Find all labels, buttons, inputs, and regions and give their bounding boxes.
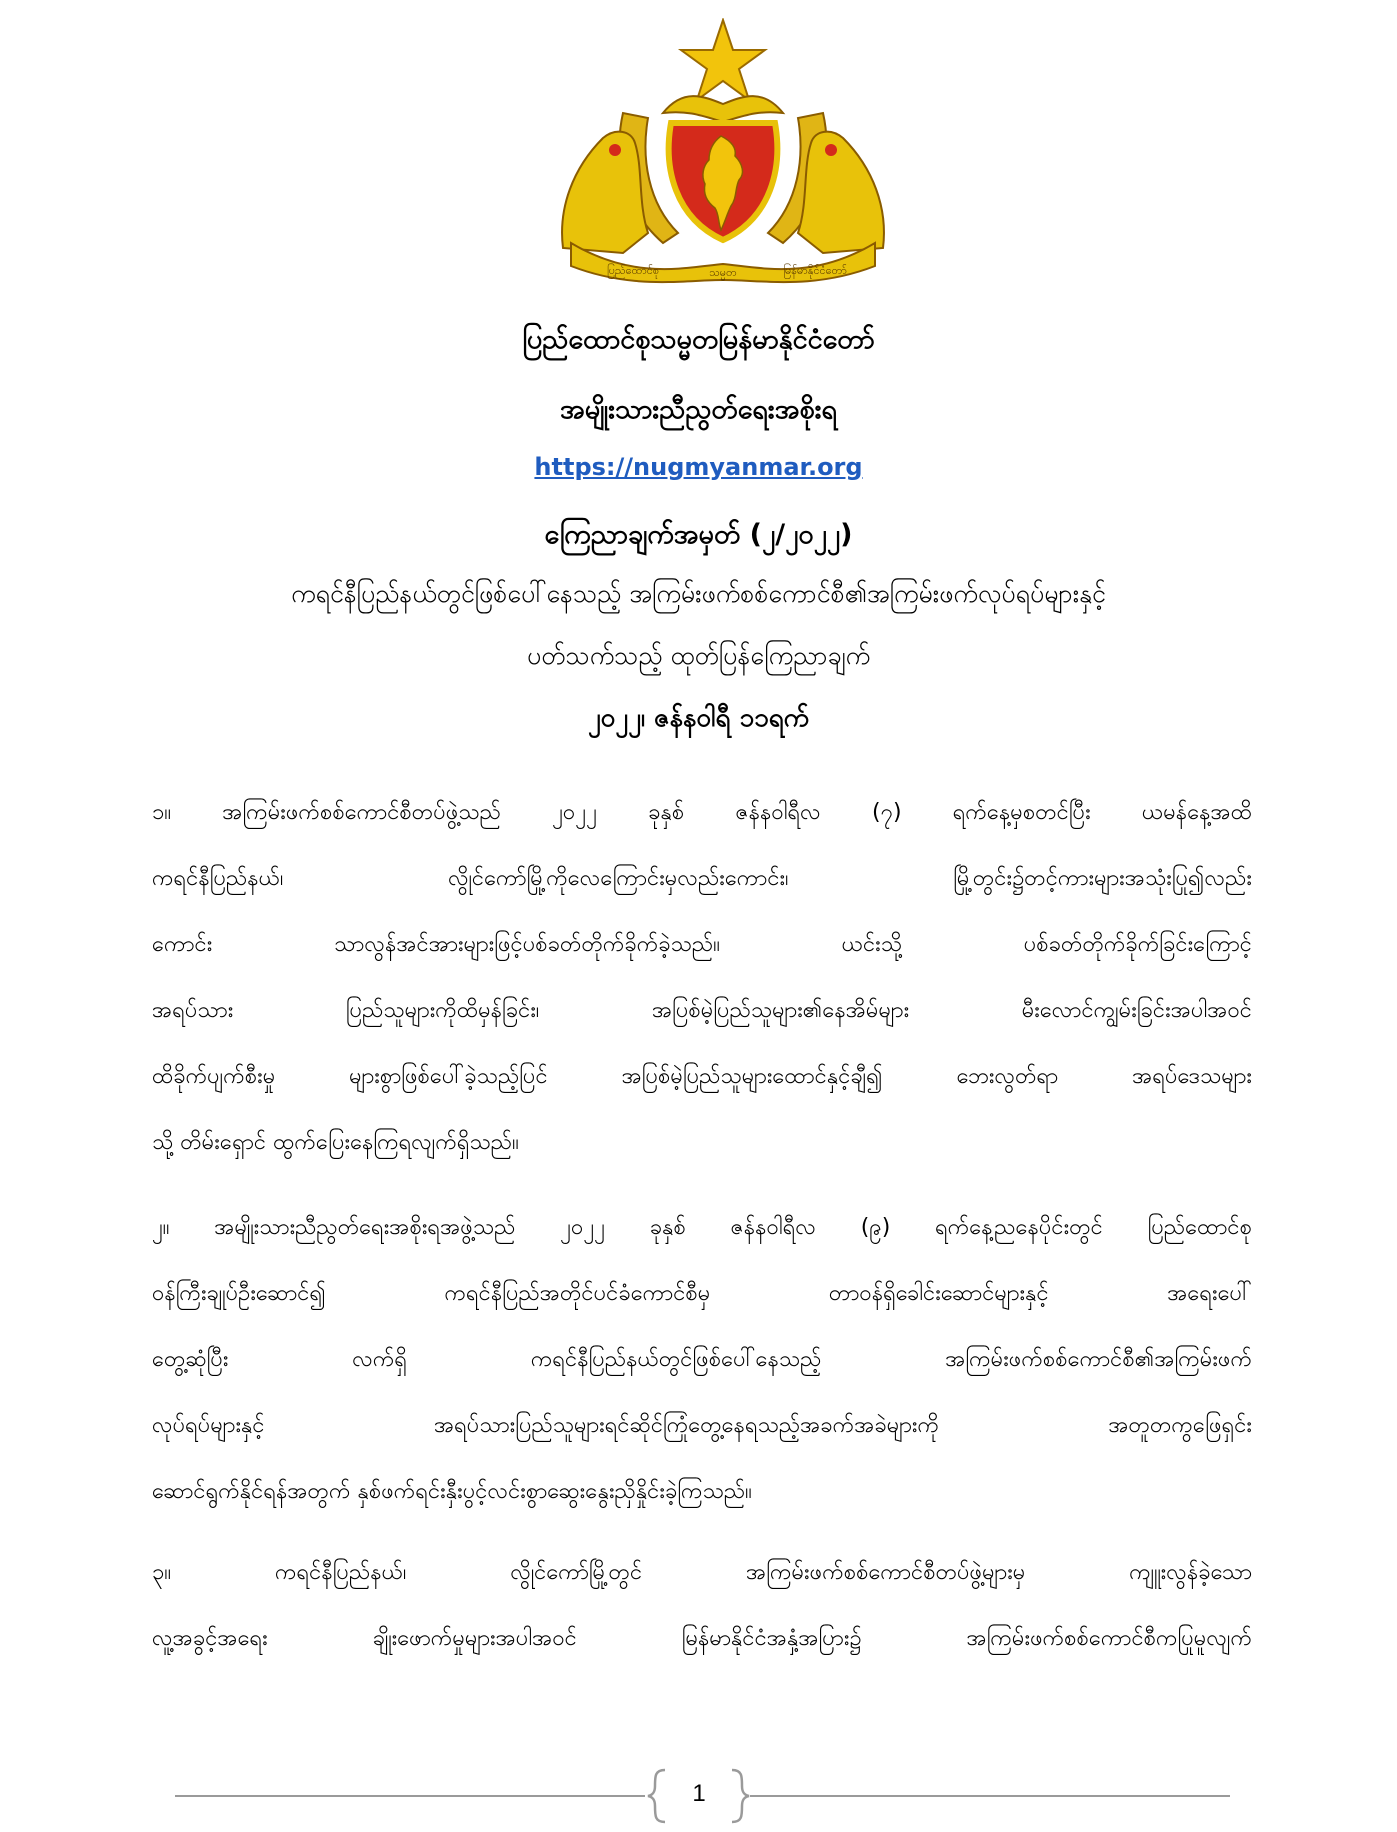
footer-rule-right (750, 1795, 1230, 1797)
page-number: 1 (692, 1780, 706, 1807)
right-brace-icon (728, 1768, 752, 1824)
footer-rule-left (175, 1795, 645, 1797)
paragraph-2 (152, 1195, 1252, 1525)
subject-line-1: ကရင်နီပြည်နယ်တွင်ဖြစ်ပေါ်နေသည့် အကြမ်းဖက်စစ်ကောင်စီ၏အကြမ်းဖက်လုပ်ရပ်များနှင့် (291, 579, 1106, 608)
paragraph-3 (152, 1540, 1252, 1672)
website-link[interactable]: https://nugmyanmar.org (534, 453, 863, 481)
paragraph-line: ထိခိုက်ပျက်စီးမှု များစွာဖြစ်ပေါ်ခဲ့သည့်ပြင် အပြစ်မဲ့ပြည်သူများထောင်နှင့်ချီ၍ ဘေးလွတ်ရာ အရပ်ဒေသများ (152, 1064, 1252, 1089)
emblem-star-icon (681, 20, 765, 100)
left-brace-icon (645, 1768, 669, 1824)
paragraph-line: ၃။ ကရင်နီပြည်နယ်၊ လွိုင်ကော်မြို့တွင် အကြမ်းဖက်စစ်ကောင်စီတပ်ဖွဲ့များမှ ကျူးလွန်ခဲ့သော (152, 1560, 1252, 1585)
government-title: ပြည်ထောင်စုသမ္မတမြန်မာနိုင်ငံတော် (522, 324, 875, 355)
paragraph-line: သို့ တိမ်းရှောင် ထွက်ပြေးနေကြရလျက်ရှိသည်။ (152, 1130, 519, 1155)
paragraph-line: အရပ်သား ပြည်သူများကိုထိမှန်ခြင်း၊ အပြစ်မဲ့ပြည်သူများ၏နေအိမ်များ မီးလောင်ကျွမ်းခြင်းအပါအဝင် (152, 998, 1252, 1023)
paragraph-line: ဆောင်ရွက်နိုင်ရန်အတွက် နှစ်ဖက်ရင်းနှီးပွင့်လင်းစွာဆွေးနွေးညှိနှိုင်းခဲ့ကြသည်။ (152, 1479, 752, 1504)
emblem-banner-left-text: ပြည်ထောင်စု (606, 264, 660, 277)
paragraph-line: လုပ်ရပ်များနှင့် အရပ်သားပြည်သူများရင်ဆိုင်ကြုံတွေ့နေရသည့်အခက်အခဲများကို အတူတကွဖြေရှင်း (152, 1413, 1252, 1438)
subject-line-2: ပတ်သက်သည့် ထုတ်ပြန်ကြေညာချက် (526, 641, 871, 670)
ministry-title: အမျိုးသားညီညွတ်ရေးအစိုးရ (559, 394, 838, 425)
paragraph-line: လူ့အခွင့်အရေး ချိုးဖောက်မှုများအပါအဝင် မြန်မာနိုင်ငံအနှံ့အပြား၌ အကြမ်းဖက်စစ်ကောင်စီကပြုမူလျက် (152, 1626, 1252, 1651)
paragraph-line: ကရင်နီပြည်နယ်၊ လွိုင်ကော်မြို့ကိုလေကြောင်းမှလည်းကောင်း၊ မြို့တွင်း၌တင့်ကားများအသုံးပြု၍လည်း (152, 866, 1252, 891)
emblem-chinthe-left-icon (562, 132, 648, 253)
state-emblem (553, 18, 893, 290)
emblem-banner-right-text: မြန်မာနိုင်ငံတော် (783, 264, 847, 277)
paragraph-1 (152, 780, 1252, 1176)
paragraph-line: ဝန်ကြီးချုပ်ဦးဆောင်၍ ကရင်နီပြည်အတိုင်ပင်ခံကောင်စီမှ တာဝန်ရှိခေါင်းဆောင်များနှင့် အရေးပေါ် (152, 1281, 1252, 1306)
statement-number: ကြေညာချက်အမှတ် (၂/၂၀၂၂) (544, 519, 853, 550)
statement-date: ၂၀၂၂၊ ဇန်နဝါရီ ၁၁ရက် (587, 703, 810, 733)
emblem-banner-center-text: သမ္မတ (709, 266, 737, 279)
paragraph-line: ကောင်း သာလွန်အင်အားများဖြင့်ပစ်ခတ်တိုက်ခိုက်ခဲ့သည်။ ယင်းသို့ ပစ်ခတ်တိုက်ခိုက်ခြင်းကြောင့် (152, 932, 1252, 957)
paragraph-line: တွေ့ဆုံပြီး လက်ရှိ ကရင်နီပြည်နယ်တွင်ဖြစ်ပေါ်နေသည့် အကြမ်းဖက်စစ်ကောင်စီ၏အကြမ်းဖက် (152, 1347, 1252, 1372)
paragraph-line: ၁။ အကြမ်းဖက်စစ်ကောင်စီတပ်ဖွဲ့သည် ၂၀၂၂ ခုနှစ် ဇန်နဝါရီလ (၇) ရက်နေ့မှစတင်ပြီး ယမန်နေ့အထိ (152, 800, 1252, 825)
emblem-chinthe-right-icon (798, 132, 884, 253)
paragraph-line: ၂။ အမျိုးသားညီညွတ်ရေးအစိုးရအဖွဲ့သည် ၂၀၂၂ ခုနှစ် ဇန်နဝါရီလ (၉) ရက်နေ့ညနေပိုင်းတွင် ပြည်ထောင်စု (152, 1215, 1252, 1240)
